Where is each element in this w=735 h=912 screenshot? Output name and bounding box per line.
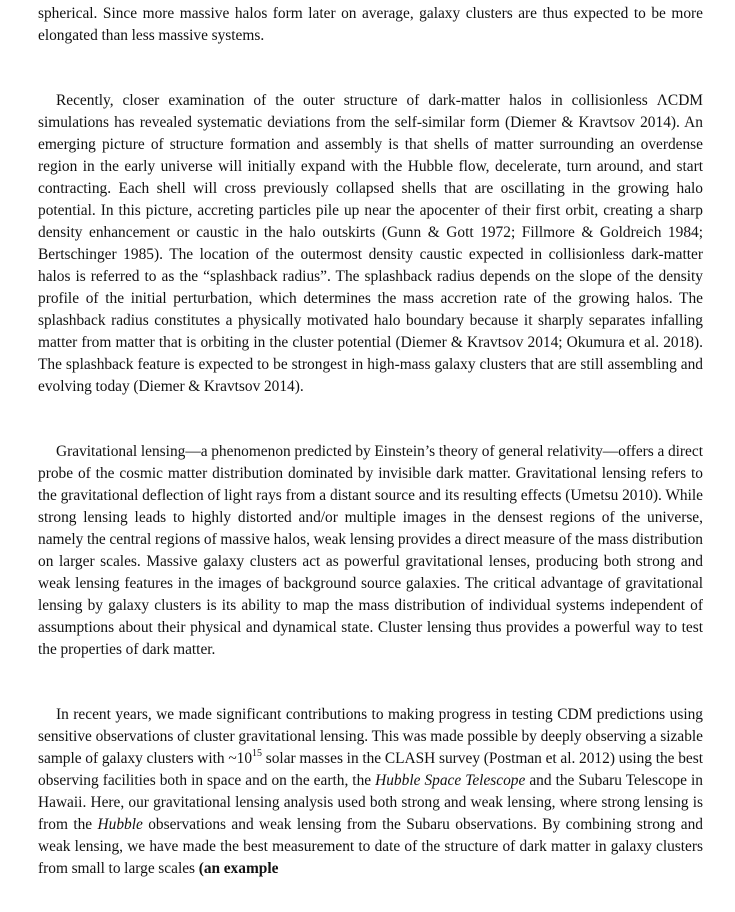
paragraph-splashback: [38, 90, 703, 398]
document-page: [38, 0, 703, 880]
paragraph-text: In recent years, we made significant contributions to making progress in testing CDM predictions using sensitive observations of cluster gravitational lensing. This was made possible by deeply observing a sizable sample of galaxy clusters with ~10: [38, 706, 703, 767]
paragraph-text: Recently, closer examination of the outer structure of dark-matter halos in collisionless ΛCDM simulations has revealed systematic deviations from the self-similar form (Diemer & Kravtsov 2014). An emerging picture of structure formation and assembly is that shells of matter surrounding an overdense region in the early universe will initially expand with the Hubble flow, decelerate, turn around, and start contracting. Each shell will cross previously collapsed shells that are oscillating in the growing halo potential. In this picture, accreting particles pile up near the apocenter of their first orbit, creating a sharp density enhancement or caustic in the halo outskirts (Gunn & Gott 1972; Fillmore & Goldreich 1984; Bertschinger 1985). The location of the outermost density caustic expected in collisionless dark-matter halos is referred to as the “splashback radius”. The splashback radius depends on the slope of the density profile of the initial perturbation, which determines the mass accretion rate of the growing halos. The splashback radius constitutes a physically motivated halo boundary because it sharply separates infalling matter from matter that is orbiting in the cluster potential (Diemer & Kravtsov 2014; Okumura et al. 2018). The splashback feature is expected to be strongest in high-mass galaxy clusters that are still assembling and evolving today (Diemer & Kravtsov 2014).: [38, 92, 703, 395]
paragraph-recent-years: [38, 704, 703, 880]
italic-telescope-name: Hubble Space Telescope: [375, 772, 526, 789]
paragraph-gravitational-lensing: [38, 441, 703, 661]
paragraph-continuation: [38, 3, 703, 47]
paragraph-text: spherical. Since more massive halos form later on average, galaxy clusters are thus expected to be more elongated than less massive systems.: [38, 5, 703, 44]
italic-hubble: Hubble: [97, 816, 143, 833]
paragraph-text: and the Subaru Telescope in Hawaii. Here, our gravitational lensing analysis used both strong and weak lensing, where strong lensing is from the: [38, 772, 703, 833]
paragraph-text: Gravitational lensing—a phenomenon predicted by Einstein’s theory of general relativity—offers a direct probe of the cosmic matter distribution dominated by invisible dark matter. Gravitational lensing refers to the gravitational deflection of light rays from a distant source and its resulting effects (Umetsu 2010). While strong lensing leads to highly distorted and/or multiple images in the densest regions of the universe, namely the central regions of massive halos, weak lensing provides a direct measure of the mass distribution on larger scales. Massive galaxy clusters act as powerful gravitational lenses, producing both strong and weak lensing features in the images of background source galaxies. The critical advantage of gravitational lensing by galaxy clusters is its ability to map the mass distribution of individual systems independent of assumptions about their physical and dynamical state. Cluster lensing thus provides a powerful way to test the properties of dark matter.: [38, 443, 703, 658]
superscript-exponent: 15: [252, 748, 263, 759]
paragraph-text: solar masses in the CLASH survey (Postman et al. 2012) using the best observing facilities both in space and on the earth, the: [38, 750, 703, 789]
paragraph-text: observations and weak lensing from the Subaru observations. By combining strong and weak lensing, we have made the best measurement to date of the structure of dark matter in galaxy clusters from small to large scales: [38, 816, 703, 877]
bold-example-note: (an example: [198, 860, 279, 877]
